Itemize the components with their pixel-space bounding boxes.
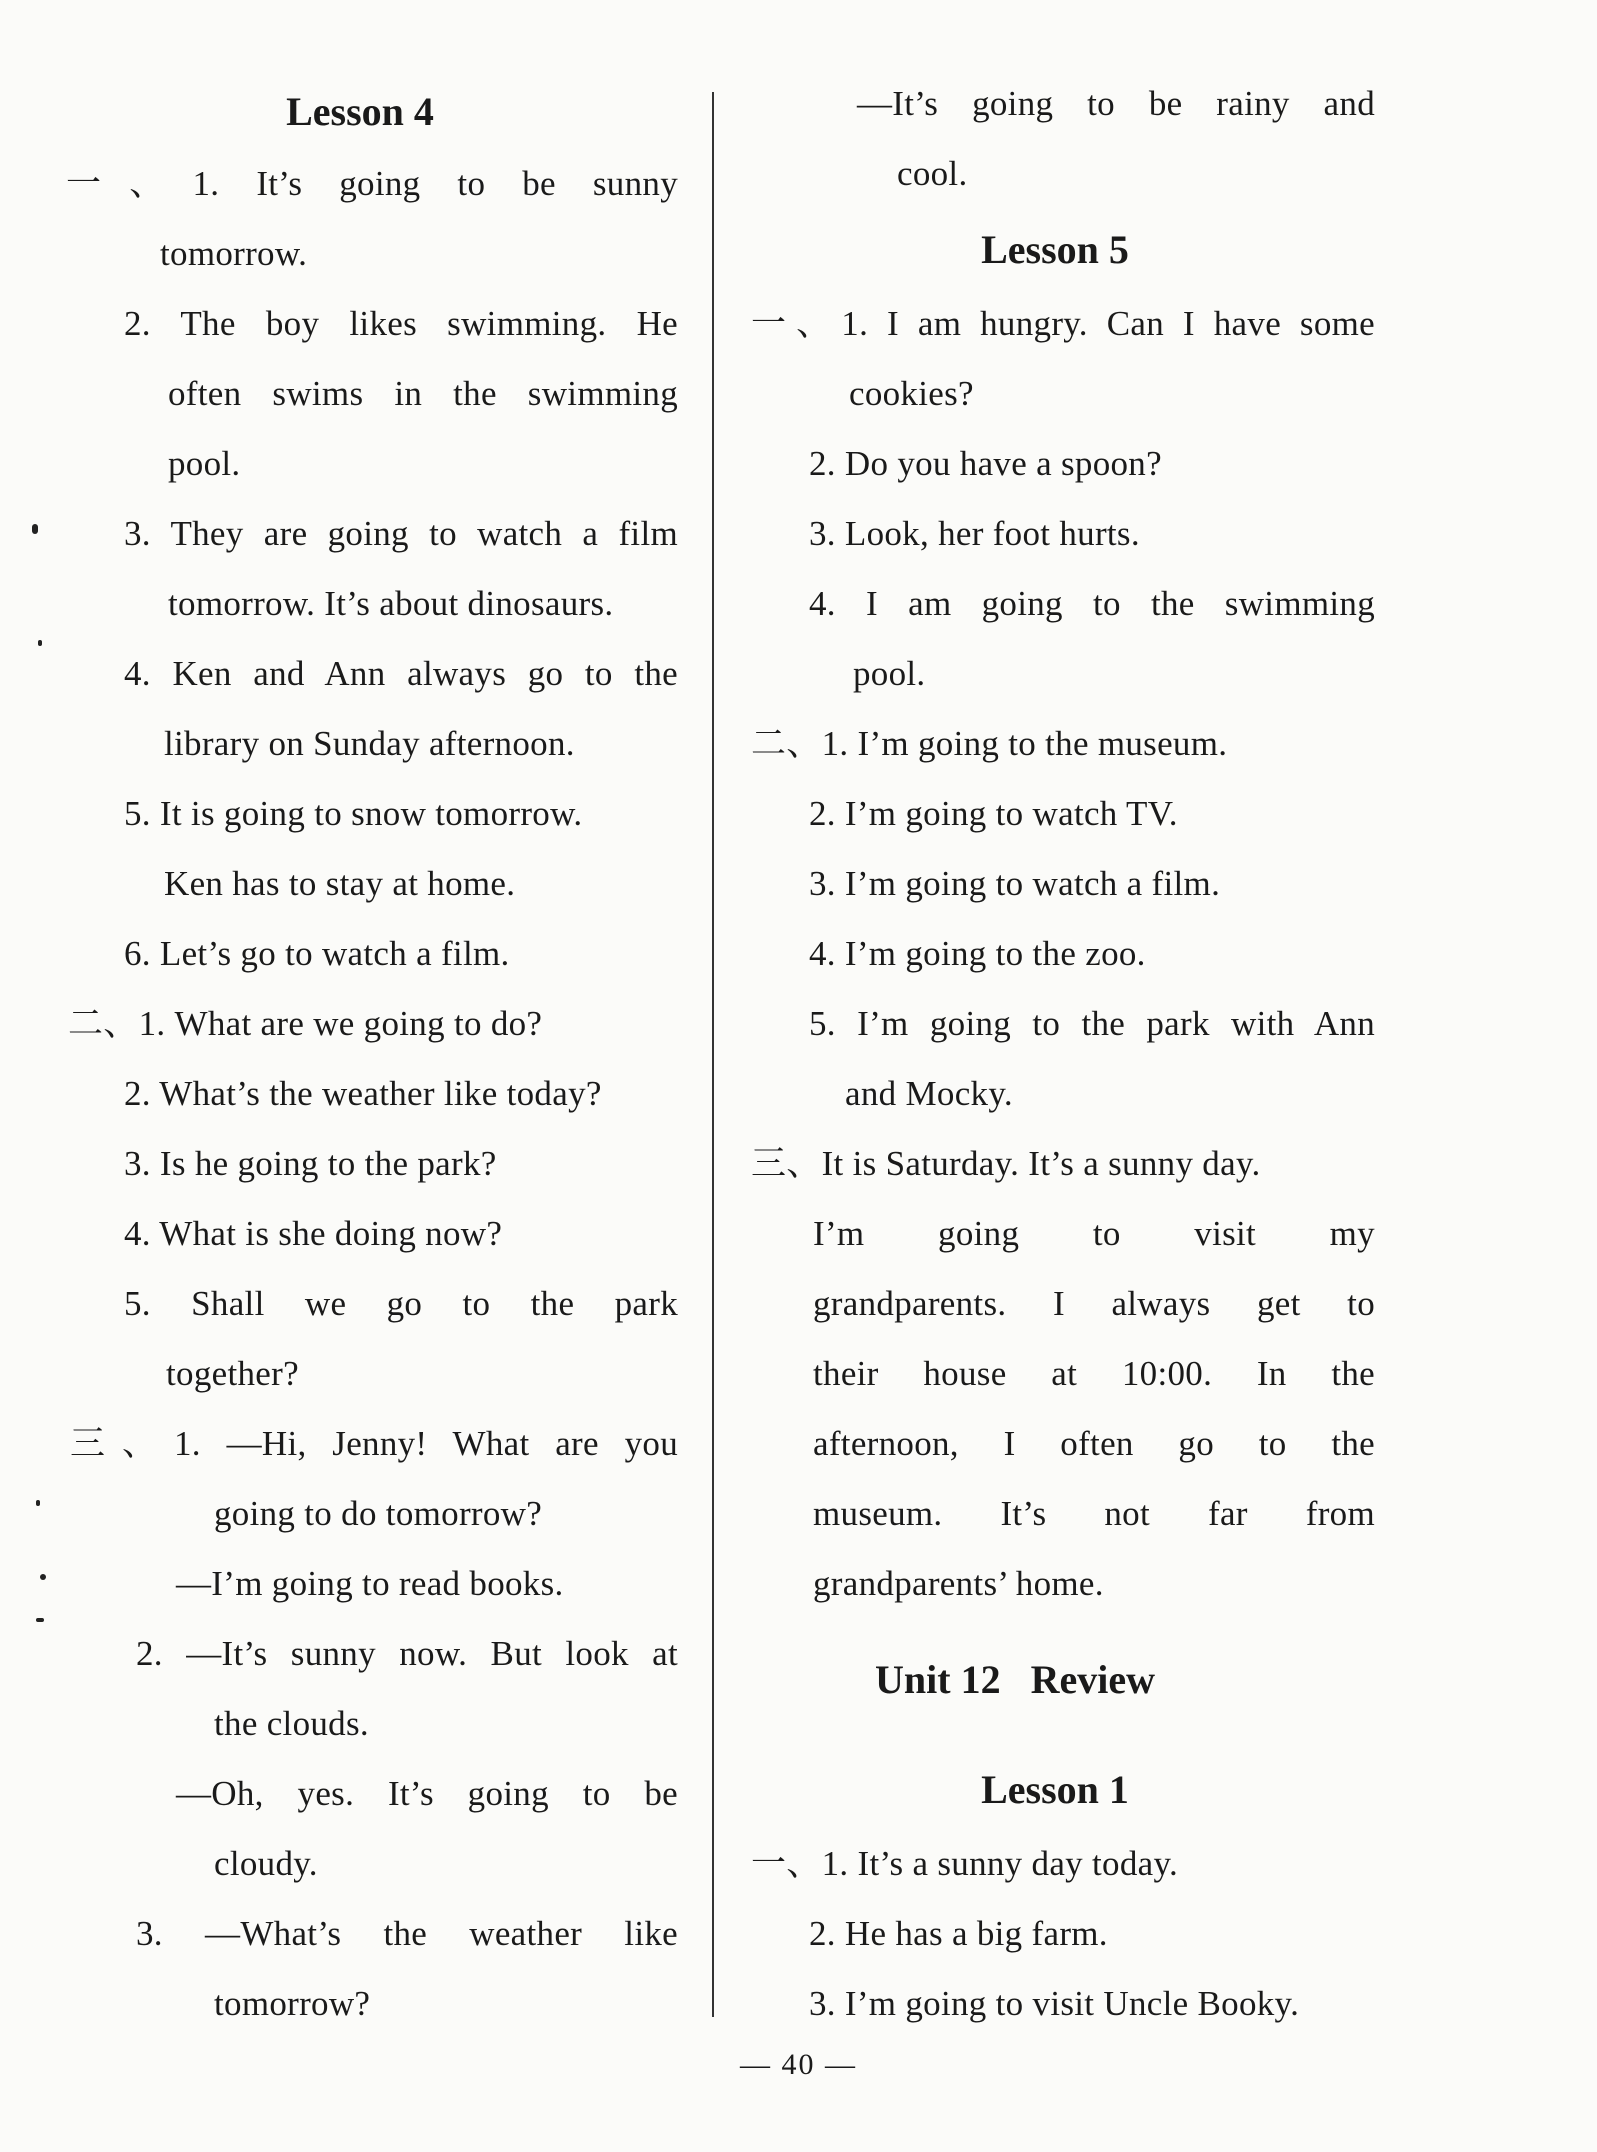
text-line: 5. It is going to snow tomorrow.	[124, 794, 583, 833]
text-line: 5. I’m going to the park with Ann	[809, 1004, 1375, 1043]
text-line: 2. Do you have a spoon?	[809, 444, 1162, 483]
text-line: 三、It is Saturday. It’s a sunny day.	[751, 1144, 1261, 1183]
text-line: museum. It’s not far from	[813, 1494, 1375, 1533]
text-line: 2. He has a big farm.	[809, 1914, 1108, 1953]
text-line: tomorrow.	[160, 234, 308, 273]
text-line: afternoon, I often go to the	[813, 1424, 1375, 1463]
text-line: 2. What’s the weather like today?	[124, 1074, 602, 1113]
text-line: cookies?	[849, 374, 974, 413]
text-line: —It’s going to be rainy and	[857, 84, 1375, 123]
text-line: library on Sunday afternoon.	[164, 724, 575, 763]
text-line: together?	[166, 1354, 299, 1393]
lesson-1-title: Lesson 1	[981, 1767, 1129, 1812]
text-line: pool.	[853, 654, 926, 693]
text-line: 6. Let’s go to watch a film.	[124, 934, 510, 973]
text-line: going to do tomorrow?	[214, 1494, 543, 1533]
text-line: tomorrow. It’s about dinosaurs.	[168, 584, 614, 623]
text-line: I’m going to visit my	[813, 1214, 1375, 1253]
text-line: 4. I’m going to the zoo.	[809, 934, 1146, 973]
text-line: 5. Shall we go to the park	[124, 1284, 678, 1323]
scan-mark	[36, 1618, 44, 1622]
text-line: 一、1. It’s going to be sunny	[66, 164, 678, 203]
lesson-4-title: Lesson 4	[286, 89, 434, 134]
text-line: tomorrow?	[214, 1984, 371, 2023]
text-line: 3. I’m going to visit Uncle Booky.	[809, 1984, 1300, 2023]
text-line: 一、1. I am hungry. Can I have some	[751, 304, 1375, 343]
scan-mark	[40, 1574, 46, 1580]
text-line: the clouds.	[214, 1704, 369, 1743]
text-line: 三、1. —Hi, Jenny! What are you	[70, 1424, 678, 1463]
text-line: 4. Ken and Ann always go to the	[124, 654, 678, 693]
text-line: 一、1. It’s a sunny day today.	[751, 1844, 1179, 1883]
scan-mark	[36, 1500, 40, 1506]
text-line: Ken has to stay at home.	[164, 864, 516, 903]
text-line: 2. The boy likes swimming. He	[124, 304, 678, 343]
text-line: cool.	[897, 154, 968, 193]
scan-mark	[38, 640, 42, 646]
text-line: 3. I’m going to watch a film.	[809, 864, 1221, 903]
text-line: 2. I’m going to watch TV.	[809, 794, 1178, 833]
text-line: 二、1. I’m going to the museum.	[751, 724, 1228, 763]
column-divider	[712, 92, 714, 2017]
text-line: 4. I am going to the swimming	[809, 584, 1375, 623]
text-line: —I’m going to read books.	[176, 1564, 564, 1603]
text-line: 3. Is he going to the park?	[124, 1144, 497, 1183]
text-line: —Oh, yes. It’s going to be	[176, 1774, 678, 1813]
text-line: 二、1. What are we going to do?	[68, 1004, 543, 1043]
text-line: cloudy.	[214, 1844, 318, 1883]
lesson-5-title: Lesson 5	[981, 227, 1129, 272]
text-line: 3. Look, her foot hurts.	[809, 514, 1140, 553]
page-number: — 40 —	[740, 2048, 857, 2081]
text-line: grandparents. I always get to	[813, 1284, 1375, 1323]
text-line: often swims in the swimming	[168, 374, 678, 413]
text-line: 3. They are going to watch a film	[124, 514, 678, 553]
text-line: 4. What is she doing now?	[124, 1214, 503, 1253]
text-line: grandparents’ home.	[813, 1564, 1104, 1603]
text-line: 2. —It’s sunny now. But look at	[136, 1634, 678, 1673]
text-line: and Mocky.	[845, 1074, 1013, 1113]
text-line: pool.	[168, 444, 241, 483]
text-line: 3. —What’s the weather like	[136, 1914, 678, 1953]
text-line: their house at 10:00. In the	[813, 1354, 1375, 1393]
scan-mark	[32, 524, 38, 534]
unit-12-title: Unit 12 Review	[875, 1657, 1155, 1702]
